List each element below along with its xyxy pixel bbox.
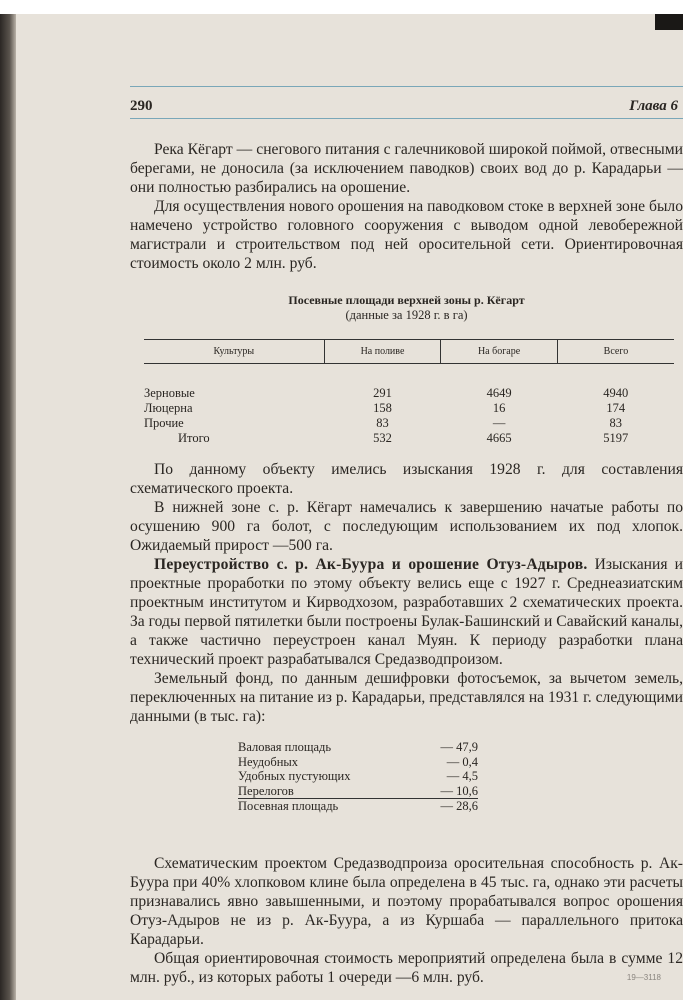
table-row (144, 401, 674, 416)
table-cell: 5197 (603, 431, 629, 445)
land-fund-label: Неудобных (238, 754, 299, 769)
paragraph: В нижней зоне с. р. Кёгарт намечались к завершению начатые работы по осушению 900 га болот, с последующим использованием их под хлопок. Ожидаемый прирост —500 га. (130, 499, 683, 554)
header-rule (130, 118, 683, 119)
land-fund-row (238, 740, 478, 755)
land-fund-label: Перелогов (238, 783, 294, 798)
table-cell: — (492, 416, 506, 430)
table-cell: 83 (609, 416, 622, 430)
table-cell: Итого (178, 431, 210, 445)
table-cell: 83 (376, 416, 389, 430)
paragraph: Для осуществления нового орошения на паводковом стоке в верхней зоне было намечено устройство головного сооружения с выводом одной левобережной магистрали и строительством под ней оросительной сети. Ориентировочная стоимость около 2 млн. руб. (130, 198, 683, 272)
land-fund-value: — 10,6 (440, 783, 478, 798)
table-cell: 4649 (486, 386, 512, 400)
printer-signature: 19—3118 (626, 973, 661, 982)
table-cell: Зерновые (144, 386, 195, 400)
table-cell: 4940 (603, 386, 629, 400)
book-binding-shadow (0, 14, 16, 1000)
paragraph: Схематическим проектом Средазводпроиза оросительная способность р. Ак-Буура при 40% хлопковом клине была определена в 45 тыс. га, однако эти расчеты признавались явно завышенными, и поэтому прорабатывался вопрос орошения Отуз-Адыров не из р. Ак-Буура, а из Куршаба — параллельного притока Карадарьи. (130, 854, 683, 948)
land-fund-label: Удобных пустующих (238, 769, 351, 783)
land-fund-value: — 0,4 (446, 754, 478, 769)
chapter-title: Глава 6 (629, 98, 678, 114)
table-cell: 16 (492, 401, 506, 415)
paragraph: Земельный фонд, по данным дешифровки фотосъемок, за вычетом земель, переключенных на питание из р. Карадарьи, представлялся на 1931 г. следующими данными (в тыс. га): (130, 670, 683, 725)
page-body (130, 140, 683, 987)
table-cell: 532 (373, 431, 392, 445)
table-cell: 4665 (486, 431, 512, 445)
paragraph: По данному объекту имелись изыскания 1928 г. для составления схематического проекта. (130, 461, 683, 497)
land-fund-list (238, 740, 683, 814)
book-page (16, 14, 683, 1000)
table-header-row (144, 340, 674, 364)
table-header-cell: На поливе (324, 340, 441, 364)
land-fund-row (238, 798, 478, 814)
table-cell: 158 (373, 401, 392, 415)
page-number: 290 (130, 98, 153, 114)
table-cell: 174 (606, 401, 626, 415)
table-total-row (144, 431, 674, 446)
land-fund-row (238, 755, 478, 770)
land-fund-label: Валовая площадь (238, 740, 332, 754)
land-fund-label: Посевная площадь (238, 799, 339, 813)
land-fund-value: — 4,5 (446, 769, 478, 783)
paragraph: Река Кёгарт — снегового питания с галечниковой широкой поймой, отвесными берегами, не доносила (за исключением паводков) своих вод до р. Карадарьи — они полностью разбирались на орошение. (130, 141, 683, 196)
table-cell: Люцерна (144, 401, 193, 415)
section-paragraph (130, 555, 683, 669)
top-rule (130, 86, 683, 87)
land-fund-value: — 47,9 (440, 740, 478, 754)
section-text: Изыскания и проектные проработки по этому объекту велись еще с 1927 г. Среднеазиатским проектным институтом и Кирводхозом, разработавших 2 схематических проекта. За годы первой пятилетки были построены Булак-Башинский и Савайский каналы, а также частично переустроен канал Муян. К периоду разработки плана технический проект разрабатывался Средазводпроизом. (130, 556, 683, 668)
table-header-cell: Культуры (144, 340, 324, 364)
table-row (144, 416, 674, 431)
table-cell: Прочие (144, 416, 184, 430)
land-fund-value: — 28,6 (440, 799, 478, 813)
paragraph: Общая ориентировочная стоимость мероприятий определена была в сумме 12 млн. руб., из которых работы 1 очереди —6 млн. руб. (130, 949, 683, 986)
table-row (144, 364, 674, 402)
scan-top-edge (0, 0, 683, 14)
table-subtitle: (данные за 1928 г. в га) (345, 308, 468, 322)
table-title: Посевные площади верхней зоны р. Кёгарт (288, 293, 525, 307)
table-cell: 291 (373, 386, 392, 400)
section-heading: Переустройство с. р. Ак-Буура и орошение Отуз-Адыров. (154, 556, 588, 573)
land-fund-row (238, 784, 478, 799)
land-fund-row (238, 769, 478, 784)
table-header-cell: На богаре (441, 340, 558, 364)
scan-corner-mark (655, 14, 683, 30)
crop-area-table (144, 339, 674, 446)
table-header-cell: Всего (557, 340, 674, 364)
